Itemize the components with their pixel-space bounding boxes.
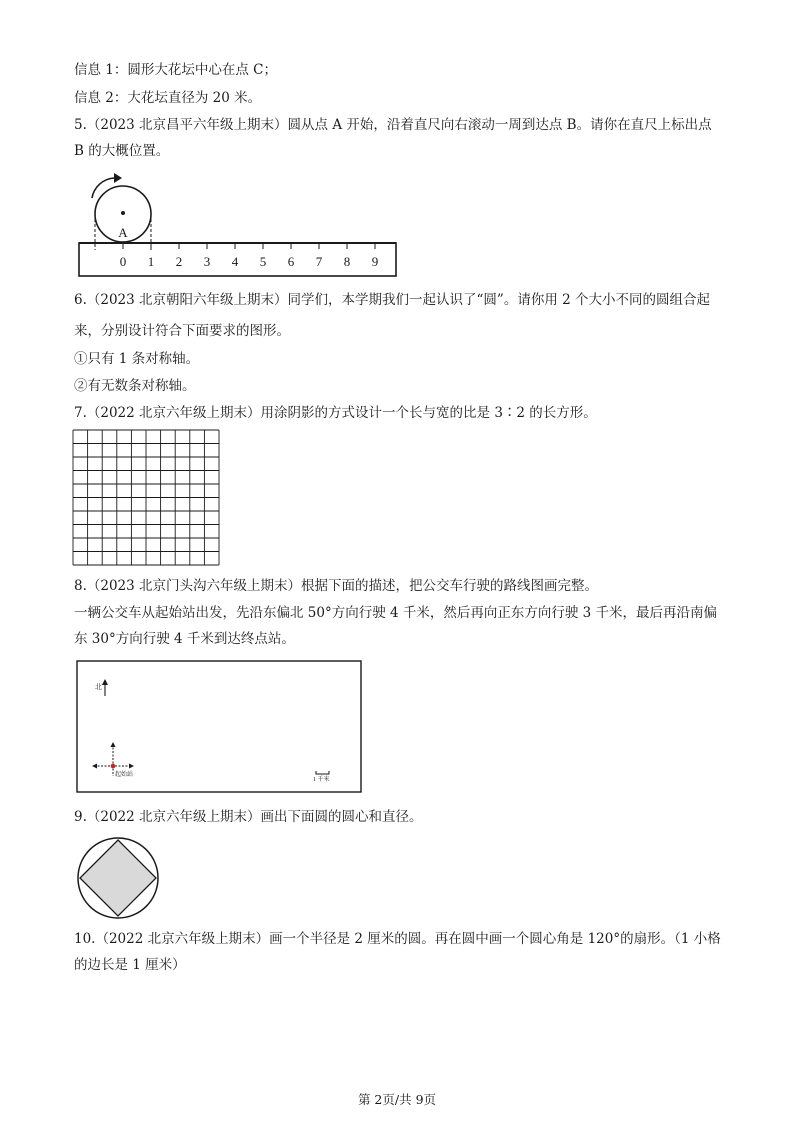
q9-inscribed-square xyxy=(80,840,156,916)
q5-ruler-figure xyxy=(70,170,410,280)
q10-text-line-2: 的边长是 1 厘米） xyxy=(74,957,186,973)
ruler-tick-label: 0 xyxy=(119,254,127,269)
point-a-label: A xyxy=(118,225,128,240)
q8-text-line-2: 一辆公交车从起始站出发，先沿东偏北 50°方向行驶 4 千米，然后再向正东方向行驶 3 千米，最后再沿南偏 xyxy=(74,605,718,621)
q6-text-line-1: 6.（2023 北京朝阳六年级上期末）同学们，本学期我们一起认识了“圆”。请你用 2 个大小不同的圆组合起 xyxy=(74,292,711,308)
q6-item-1: ①只有 1 条对称轴。 xyxy=(74,351,200,367)
ruler-tick-label: 2 xyxy=(175,254,183,269)
q5-text-line-2: B 的大概位置。 xyxy=(74,143,170,159)
start-station-label: 起始站 xyxy=(115,772,134,778)
info-line-1: 信息 1：圆形大花坛中心在点 C； xyxy=(74,62,278,78)
ruler-tick-label: 8 xyxy=(343,254,351,269)
north-label: 北 xyxy=(95,683,102,691)
compass-arrow-right-icon xyxy=(129,764,134,769)
compass-arrow-left-icon xyxy=(92,764,97,769)
ruler-tick-label: 9 xyxy=(371,254,379,269)
q8-text-line-3: 东 30°方向行驶 4 千米到达终点站。 xyxy=(74,631,295,647)
scale-bar xyxy=(316,771,329,774)
q10-text-line-1: 10.（2022 北京六年级上期末）画一个半径是 2 厘米的圆。再在圆中画一个圆心角是 120°的扇形。（1 小格 xyxy=(74,931,721,947)
q8-text-line-1: 8.（2023 北京门头沟六年级上期末）根据下面的描述，把公交车行驶的路线图画完整。 xyxy=(74,578,599,594)
ruler-tick-label: 4 xyxy=(231,254,239,269)
info-line-2: 信息 2：大花坛直径为 20 米。 xyxy=(74,90,262,106)
q6-text-line-2: 来，分别设计符合下面要求的图形。 xyxy=(74,323,290,339)
q9-text-line-1: 9.（2022 北京六年级上期末）画出下面圆的圆心和直径。 xyxy=(74,809,423,825)
compass-arrow-up-icon xyxy=(111,742,116,747)
ruler-tick-label: 1 xyxy=(147,254,155,269)
north-arrow-head-icon xyxy=(102,679,108,685)
ruler-tick-label: 7 xyxy=(315,254,323,269)
q9-circle-figure xyxy=(76,836,162,922)
scale-label: 1 千米 xyxy=(313,777,330,783)
q8-map-figure xyxy=(76,660,364,795)
q7-text-line-1: 7.（2022 北京六年级上期末）用涂阴影的方式设计一个长与宽的比是 3∶2 的长方形。 xyxy=(74,405,597,421)
ruler-tick-label: 6 xyxy=(287,254,295,269)
ruler-tick-label: 3 xyxy=(203,254,211,269)
q6-item-2: ②有无数条对称轴。 xyxy=(74,378,196,394)
ruler-tick-label: 5 xyxy=(259,254,267,269)
page-footer: 第 2页/共 9页 xyxy=(357,1092,437,1107)
q5-text-line-1: 5.（2023 北京昌平六年级上期末）圆从点 A 开始，沿着直尺向右滚动一周到达点 B。请你在直尺上标出点 xyxy=(74,117,712,133)
rotation-arrow-head xyxy=(114,173,122,183)
start-station-dot xyxy=(111,764,116,769)
q7-square-grid xyxy=(72,429,224,567)
circle-center-dot xyxy=(121,211,125,215)
